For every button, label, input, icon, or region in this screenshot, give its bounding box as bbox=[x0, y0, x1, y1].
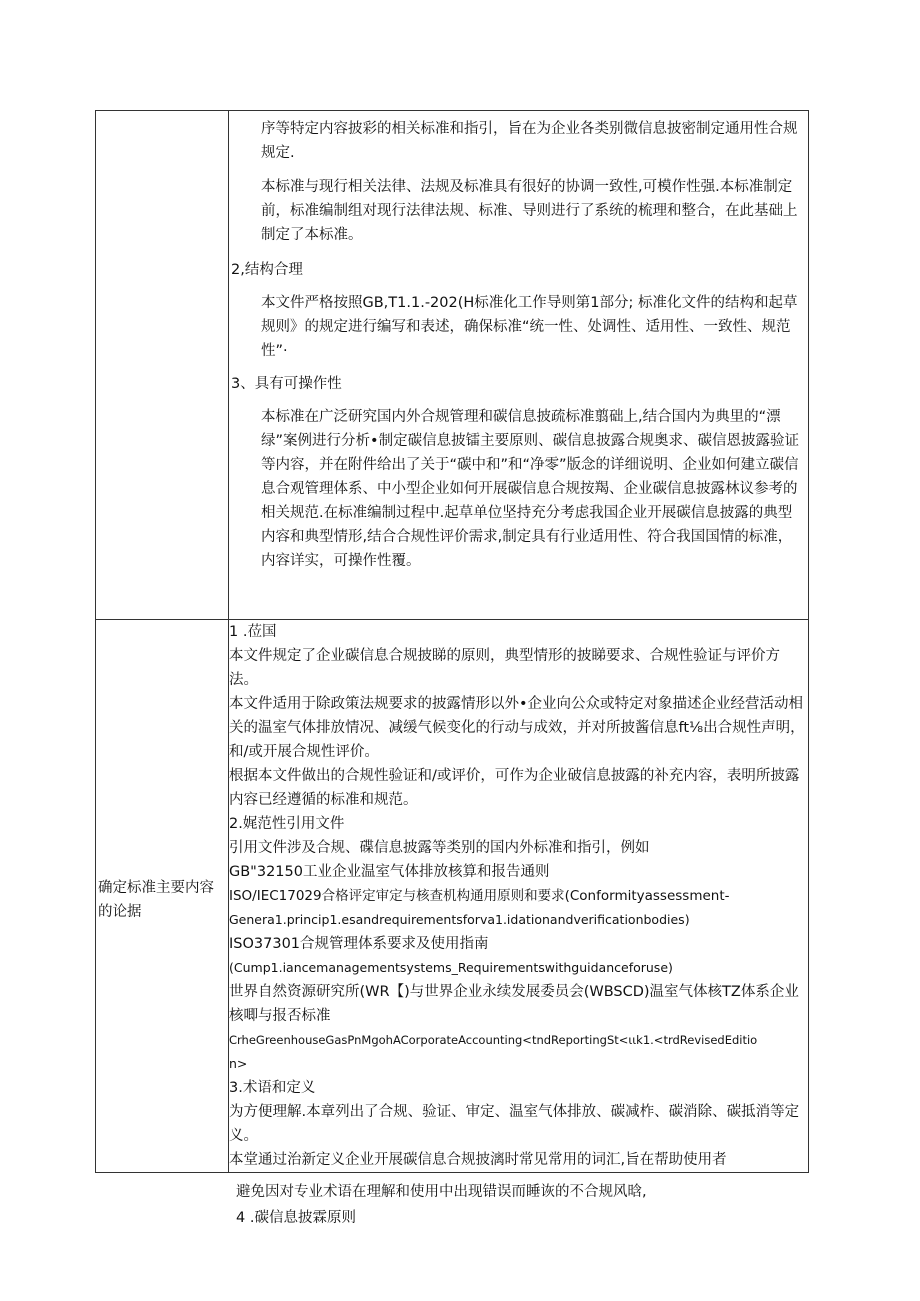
references-intro: 引用文件涉及合规、碟信息披露等类别的国内外标准和指引，例如 bbox=[229, 840, 650, 856]
paragraph-continuation: 序等特定内容披彩的相关标准和指引，旨在为企业各类别微信息披密制定通用性合规规定. bbox=[261, 121, 798, 161]
after-table-text: 避免因对专业术语在理解和使用中出现错误而睡诙的不合规风晗, bbox=[236, 1184, 647, 1200]
paragraph-operability: 本标准在广泛研究国内外合规管理和碳信息披疏标准翦础上,结合国内为典里的“漂绿”案例进行分析•制定碳信息披镭主要原则、碳信息披露合规奥求、碳信恩披露验证等内容，并在附件给出了关于“碳中和”和“净零”版念的详细说明、企业如何建立碳信息合观管理体系、中小型企业如何开展碳信息合规按羯、企业碳信息披露林议参考的相关规范.在标准编制过程中.起草单位坚持充分考虑我国企业开展碳信息披露的典型内容和典型情形,结合合规性评价需求,制定具有行业适用性、符合我国国情的标准，内容详实，可操作性覆。 bbox=[261, 409, 800, 569]
reference-ghg-protocol-en-end: n> bbox=[229, 1056, 248, 1071]
heading-structure: 2,结构合理 bbox=[231, 262, 303, 278]
paragraph-structure: 本文件严格按照GB,T1.1.-202(H标准化工作导则第1部分; 标准化文件的结构和起草规则》的规定进行编写和表述，确保标准“统一性、处调性、适用性、一致性、规范性”· bbox=[261, 295, 798, 359]
section-principles-heading: 4 .碳信息披霖原则 bbox=[236, 1210, 356, 1226]
scope-text-3: 根据本文件做出的合规性验证和/或评价，可作为企业破信息披露的补充内容，表明所披露内容已经遵循的标准和规范。 bbox=[229, 768, 800, 808]
heading-operability: 3、具有可操作性 bbox=[231, 376, 342, 392]
table-row-2-content bbox=[229, 620, 808, 1172]
scope-text-2: 本文件适用于除政策法规要求的披露情形以外•企业向公众或特定对象描述企业经营活动相关的温室气体排放情况、减缓气候变化的行动与成效，并对所披酱信息ft⅛出合规性声明，和/或开展合规性评价。 bbox=[229, 696, 805, 760]
terms-text-2: 本堂通过治新定义企业开展碳信息合规披漓时常见常用的词汇,旨在帮助使用者 bbox=[229, 1152, 727, 1168]
row-label: 确定标准主要内容的论据 bbox=[98, 880, 214, 920]
scope-text-1: 本文件规定了企业碳信息合规披睇的原则，典型情形的披睇要求、合规性验证与评价方法。 bbox=[229, 648, 780, 688]
section-scope-heading: 1 .莅国 bbox=[229, 624, 277, 640]
content-table bbox=[95, 110, 809, 1173]
reference-gb32150: GB"32150工业企业温室气体排放核算和报告通则 bbox=[229, 864, 550, 880]
reference-iso37301-en: (Cump1.iancemanagementsystems_Requirementswithguidanceforuse) bbox=[229, 960, 673, 975]
table-row-1-content bbox=[229, 111, 808, 619]
reference-ghg-protocol: 世界自然资源研究所(WR【)与世界企业永续发展委员会(WBSCD)温室气体核TZ体系企业核唧与报否标准 bbox=[229, 984, 799, 1024]
section-references-heading: 2.娓范性引用文件 bbox=[229, 816, 345, 832]
section-terms-heading: 3.术语和定义 bbox=[229, 1080, 316, 1096]
reference-iso17029-en: Genera1.princip1.esandrequirementsforva1.idationandverificationbodies) bbox=[229, 912, 690, 927]
reference-iso17029: ISO/IEC17029合格评定审定与核查机构通用原则和要求(Conformityassessment- bbox=[229, 888, 730, 904]
paragraph-consistency: 本标准与现行相关法律、法规及标准具有很好的协调一致性,可模作性强.本标准制定前，标准编制组对现行法律法规、标准、导则进行了系统的梳理和整合，在此基础上制定了本标准。 bbox=[261, 179, 798, 243]
reference-ghg-protocol-en: CrheGreenhouseGasPnMgohACorporateAccounting<tndReportingSt<ιιk1.<trdRevisedEditio bbox=[229, 1033, 758, 1047]
reference-iso37301: ISO37301合规管理体系要求及使用指南 bbox=[229, 936, 489, 952]
terms-text-1: 为方便理解.本章列出了合规、验证、审定、温室气体排放、碳减柞、碳消除、碳抵消等定义。 bbox=[229, 1104, 800, 1144]
